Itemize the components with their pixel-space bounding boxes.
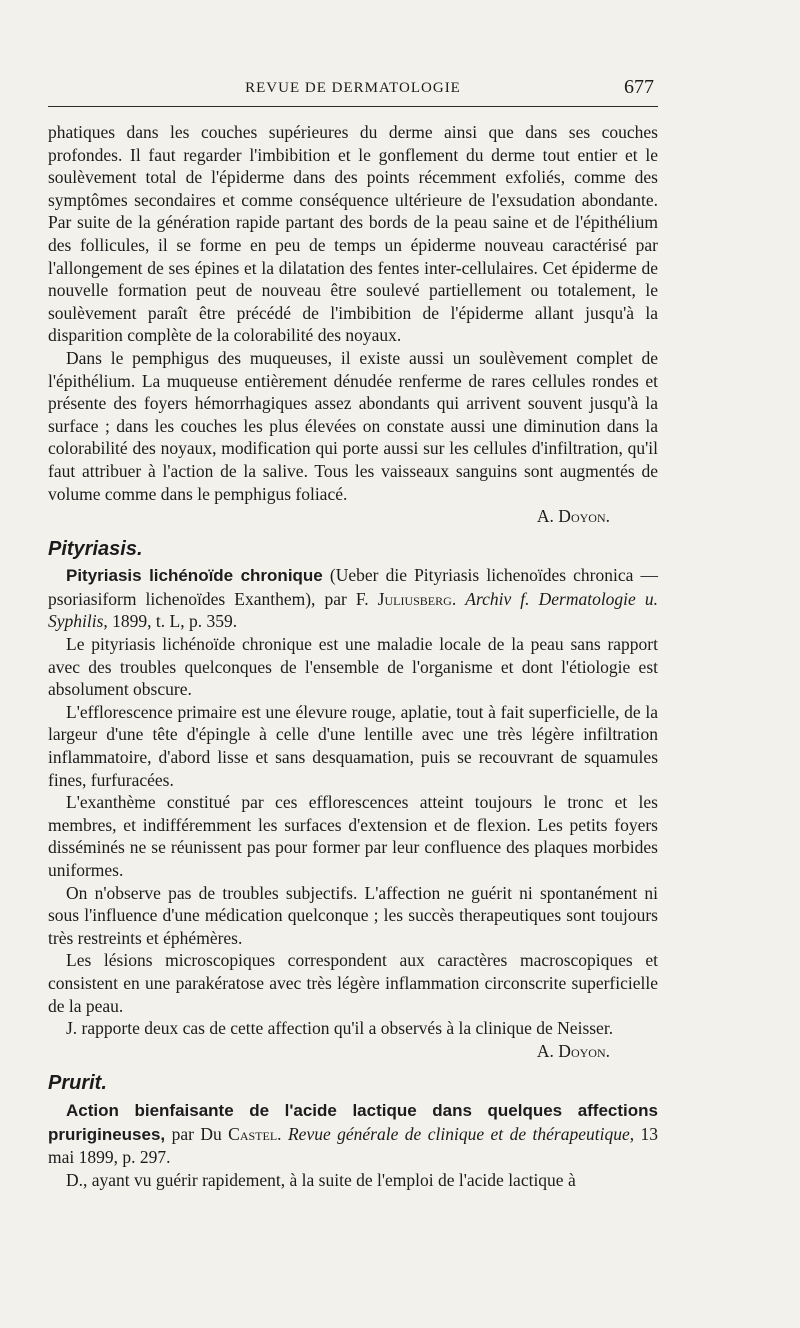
author-signature: A. Doyon. bbox=[536, 506, 610, 527]
reference-text: , 1899, t. L, p. 359. bbox=[103, 611, 238, 632]
author-signature: A. Doyon. bbox=[536, 1040, 610, 1061]
article-title: Pityriasis lichénoïde chronique bbox=[66, 566, 323, 586]
reference-text: . bbox=[451, 588, 466, 609]
article-reference bbox=[48, 564, 658, 633]
paragraph: On n'observe pas de troubles subjectifs. L'affection ne guérit ni spontanément ni sous l'influence d'une médication quelconque ; les succès therapeutiques sont toujours très restreints et éphémères. bbox=[48, 882, 658, 948]
article-reference bbox=[48, 1099, 658, 1169]
paragraph: J. rapporte deux cas de cette affection qu'il a observés à la clinique de Neisser. bbox=[66, 1018, 614, 1039]
signature-line bbox=[48, 505, 658, 528]
signature-line bbox=[48, 1040, 658, 1063]
page bbox=[48, 72, 658, 1191]
paragraph: L'exanthème constitué par ces efflorescences atteint toujours le tronc et les membres, et indifféremment les surfaces d'extension et de flexion. Les petits foyers disséminés ne se réunissent pas pour former par leur confluence des plaques morbides uniformes. bbox=[48, 792, 658, 880]
reference-text: (Ueber die Pityriasis lichenoïdes chronica — psoriasiform lichenoïdes Exanthem), par F. bbox=[48, 565, 659, 609]
paragraph: phatiques dans les couches supérieures du derme ainsi que dans ses couches profondes. Il faut regarder l'imbibition et le gonflement du derme tout entier et le soulèvement total de l'épiderme dans des points récemment exfoliés, comme des symptômes secondaires et comme conséquence ultérieure de l'exsudation abondante. Par suite de la génération rapide partant des bords de la peau saine et de l'épithélium des follicules, il se forme en peu de temps un épiderme nouveau caractérisé par l'allongement de ses épines et la dilatation des fentes inter-cellulaires. Cet épiderme de nouvelle formation peut de nouveau être soulevé partiellement ou totalement, le soulèvement paraît être précédé de l'imbibition de l'épiderme allant jusqu'à la disparition complète de la colorabilité des noyaux. bbox=[48, 122, 658, 346]
reference-journal: Archiv f. Dermatologie u. Syphilis bbox=[48, 588, 658, 632]
reference-text: par Du bbox=[165, 1123, 229, 1144]
article-title: Action bienfaisante de l'acide lactique dans quelques affections prurigineuses, bbox=[48, 1100, 658, 1144]
paragraph: Dans le pemphigus des muqueuses, il existe aussi un soulèvement complet de l'épithélium. La muqueuse entièrement dénudée renferme de rares cellules rondes et présente des foyers hémorrhagiques assez abondants qui arrivent souvent jusqu'à la surface ; dans les couches les plus élevées on constate aussi une diminution dans la colorabilité des noyaux, modification qui porte aussi sur les cellules d'infiltration, qu'il faut attribuer à l'action de la salive. Tous les vaisseaux sanguins sont augmentés de volume comme dans le pemphigus foliacé. bbox=[48, 347, 658, 504]
page-body bbox=[48, 121, 658, 1191]
paragraph: Le pityriasis lichénoïde chronique est une maladie locale de la peau sans rapport avec des troubles quelconques de l'ensemble de l'organisme et dont l'étiologie est absolument obscure. bbox=[48, 634, 658, 700]
section-heading: Pityriasis. bbox=[48, 537, 143, 560]
page-number: 677 bbox=[624, 76, 654, 98]
running-title: REVUE DE DERMATOLOGIE bbox=[245, 80, 461, 96]
reference-journal: Revue générale de clinique et de thérapeutique bbox=[287, 1123, 630, 1144]
section-heading: Prurit. bbox=[48, 1072, 107, 1095]
paragraph: D., ayant vu guérir rapidement, à la suite de l'emploi de l'acide lactique à bbox=[66, 1169, 576, 1190]
reference-text: . bbox=[277, 1123, 288, 1144]
reference-author: Juliusberg bbox=[377, 588, 452, 609]
paragraph: L'efflorescence primaire est une élevure rouge, aplatie, tout à fait superficielle, de la largeur d'une tête d'épingle à celle d'une lentille avec une très légère infiltration inflammatoire, d'abord lisse et sans desquamation, puis se recouvrant de squamules fines, furfuracées. bbox=[48, 701, 658, 790]
paragraph: Les lésions microscopiques correspondent aux caractères macroscopiques et consistent en une parakératose avec très légère inflammation circonscrite superficielle de la peau. bbox=[48, 950, 658, 1016]
reference-author: Castel bbox=[228, 1123, 278, 1144]
reference-text: , 13 mai 1899, p. 297. bbox=[48, 1123, 659, 1168]
page-header bbox=[48, 72, 658, 107]
